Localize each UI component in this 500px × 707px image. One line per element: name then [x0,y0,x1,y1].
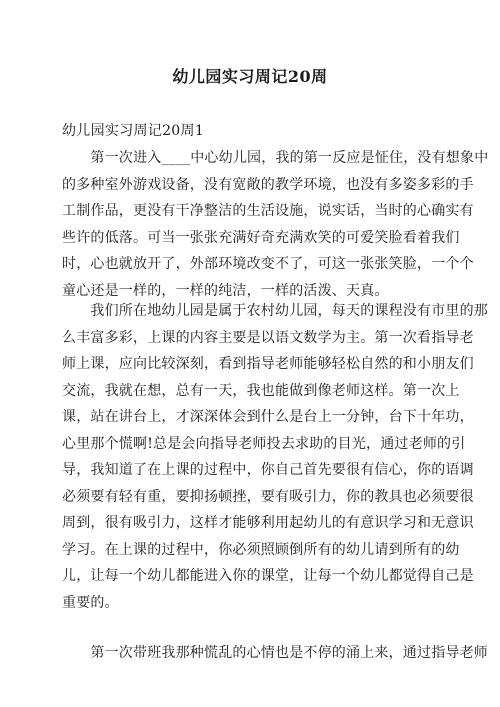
paragraph-line: 必须要有轻有重，要抑扬顿挫，要有吸引力，你的教具也必须要很 [62,488,474,505]
paragraph-1 [62,145,489,304]
paragraph-line: 些许的低落。可当一张张充满好奇充满欢笑的可爱笑脸看着我们 [62,229,460,246]
paragraph-line: 第一次带班我那种慌乱的心情也是不停的涌上来，通过指导老师 [62,645,488,661]
paragraph-line: 我们所在地幼儿园是属于农村幼儿园，每天的课程没有市里的那 [62,303,488,319]
paragraph-line: 心里那个慌啊!总是会向指导老师投去求助的目光，通过老师的引 [62,435,466,452]
paragraph-line: 重要的。 [62,594,119,611]
paragraph-line: 第一次进入____中心幼儿园，我的第一反应是怔住，没有想象中 [62,150,489,166]
section-heading: 幼儿园实习周记20周1 [62,123,205,139]
document-title: 幼儿园实习周记20周 [172,67,328,86]
paragraph-line: 时，心也就放开了，外部环境改变不了，可这一张张笑脸，一个个 [62,256,474,272]
paragraph-line: 师上课，应向比较深刻，看到指导老师能够轻松自然的和小朋友们 [62,356,474,372]
paragraph-line: 工制作品，更没有干净整洁的生活设施，说实话，当时的心确实有 [62,203,474,219]
paragraph-2 [62,298,488,616]
paragraph-line: 课，站在讲台上，才深深体会到什么是台上一分钟，台下十年功， [62,409,474,425]
paragraph-3 [62,640,488,667]
paragraph-line: 儿，让每一个幼儿都能进入你的课堂，让每一个幼儿都觉得自己是 [62,568,474,584]
paragraph-line: 么丰富多彩，上课的内容主要是以语文数学为主。第一次看指导老 [62,329,474,346]
paragraph-line: 周到，很有吸引力，这样才能够利用起幼儿的有意识学习和无意识 [62,515,474,531]
paragraph-line: 导，我知道了在上课的过程中，你自己首先要很有信心，你的语调 [62,462,474,478]
paragraph-line: 童心还是一样的，一样的纯洁，一样的活泼、天真。 [62,282,389,299]
paragraph-line: 交流，我就在想，总有一天，我也能做到像老师这样。第一次上 [62,382,460,399]
paragraph-line: 学习。在上课的过程中，你必须照顾倒所有的幼儿请到所有的幼 [62,541,460,558]
paragraph-line: 的多种室外游戏设备，没有宽敞的教学环境，也没有多姿多彩的手 [62,176,474,193]
